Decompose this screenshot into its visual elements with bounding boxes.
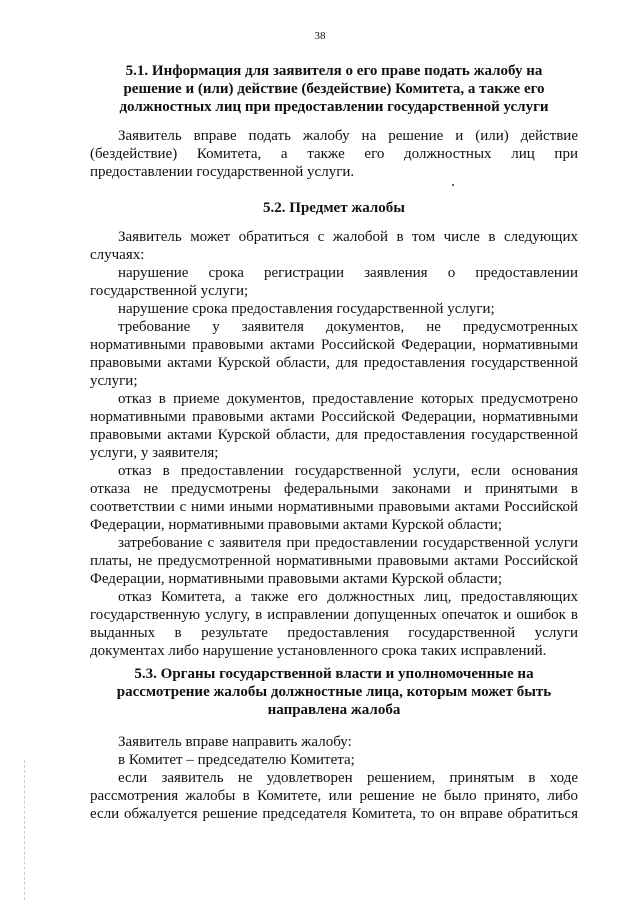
heading-line: рассмотрение жалобы должностные лица, которым может быть — [116, 684, 552, 700]
scan-speck — [452, 184, 454, 186]
paragraph-line: Федерации, нормативными правовыми актами Курской области; — [90, 571, 502, 587]
paragraph-line: соответствии с ними иными нормативными правовыми актами Российской — [90, 499, 578, 515]
paragraph-line: правовыми актами Курской области, для предоставления государственной — [90, 427, 578, 443]
paragraph-line: затребование с заявителя при предоставлении государственной услуги — [118, 535, 578, 551]
heading-line: направлена жалоба — [267, 702, 401, 718]
paragraph-line: нарушение срока регистрации заявления о предоставлении — [118, 265, 578, 281]
paragraph-line: в Комитет – председателю Комитета; — [118, 752, 355, 768]
paragraph-line: рассмотрения жалобы в Комитете, или решение не было принято, либо — [90, 788, 578, 804]
paragraph-line: если заявитель не удовлетворен решением, принятым в ходе — [118, 770, 578, 786]
paragraph-line: Заявитель вправе направить жалобу: — [118, 734, 352, 750]
paragraph-line: Заявитель вправе подать жалобу на решение и (или) действие — [118, 128, 578, 144]
heading-line: должностных лиц при предоставлении государственной услуги — [119, 99, 549, 115]
paragraph-line: (бездействие) Комитета, а также его должностных лиц при — [90, 146, 578, 162]
paragraph-line: Заявитель может обратиться с жалобой в том числе в следующих — [118, 229, 578, 245]
paragraph-line: выданных в результате предоставления государственной услуги — [90, 625, 578, 641]
scan-edge-artifact — [24, 760, 26, 900]
paragraph-line: услуги; — [90, 373, 138, 389]
paragraph-line: документах либо нарушение установленного срока таких исправлений. — [90, 643, 547, 659]
paragraph-line: случаях: — [90, 247, 145, 263]
page-number: 38 — [314, 30, 326, 42]
paragraph-line: если обжалуется решение председателя Комитета, то он вправе обратиться — [90, 806, 578, 822]
section-5-3-heading — [90, 665, 578, 719]
heading-line: 5.1. Информация для заявителя о его праве подать жалобу на — [125, 63, 543, 79]
paragraph-line: нарушение срока предоставления государственной услуги; — [118, 301, 495, 317]
paragraph-line: государственной услуги; — [90, 283, 249, 299]
paragraph-line: требование у заявителя документов, не предусмотренных — [118, 319, 578, 335]
section-5-2-heading — [90, 199, 578, 217]
heading-line: 5.2. Предмет жалобы — [263, 200, 405, 216]
heading-line: 5.3. Органы государственной власти и уполномоченные на — [134, 666, 534, 682]
paragraph-line: нормативными правовыми актами Российской Федерации, нормативными — [90, 409, 578, 425]
paragraph-line: правовыми актами Курской области, для предоставления государственной — [90, 355, 578, 371]
paragraph-line: отказ в предоставлении государственной услуги, если основания — [118, 463, 578, 479]
section-5-1-heading — [90, 62, 578, 116]
paragraph-line: нормативными правовыми актами Российской Федерации, нормативными — [90, 337, 578, 353]
paragraph-line: отказа не предусмотрены федеральными законами и принятыми в — [90, 481, 578, 497]
paragraph-line: предоставлении государственной услуги. — [90, 164, 355, 180]
paragraph-line: Федерации, нормативными правовыми актами Курской области; — [90, 517, 502, 533]
paragraph-line: услуги, у заявителя; — [90, 445, 219, 461]
heading-line: решение и (или) действие (бездействие) Комитета, а также его — [123, 81, 545, 97]
paragraph-line: государственную услугу, в исправлении допущенных опечаток и ошибок в — [90, 607, 578, 623]
paragraph-line: отказ Комитета, а также его должностных лиц, предоставляющих — [118, 589, 578, 605]
paragraph-line: отказ в приеме документов, предоставление которых предусмотрено — [118, 391, 578, 407]
paragraph-line: платы, не предусмотренной нормативными правовыми актами Российской — [90, 553, 578, 569]
